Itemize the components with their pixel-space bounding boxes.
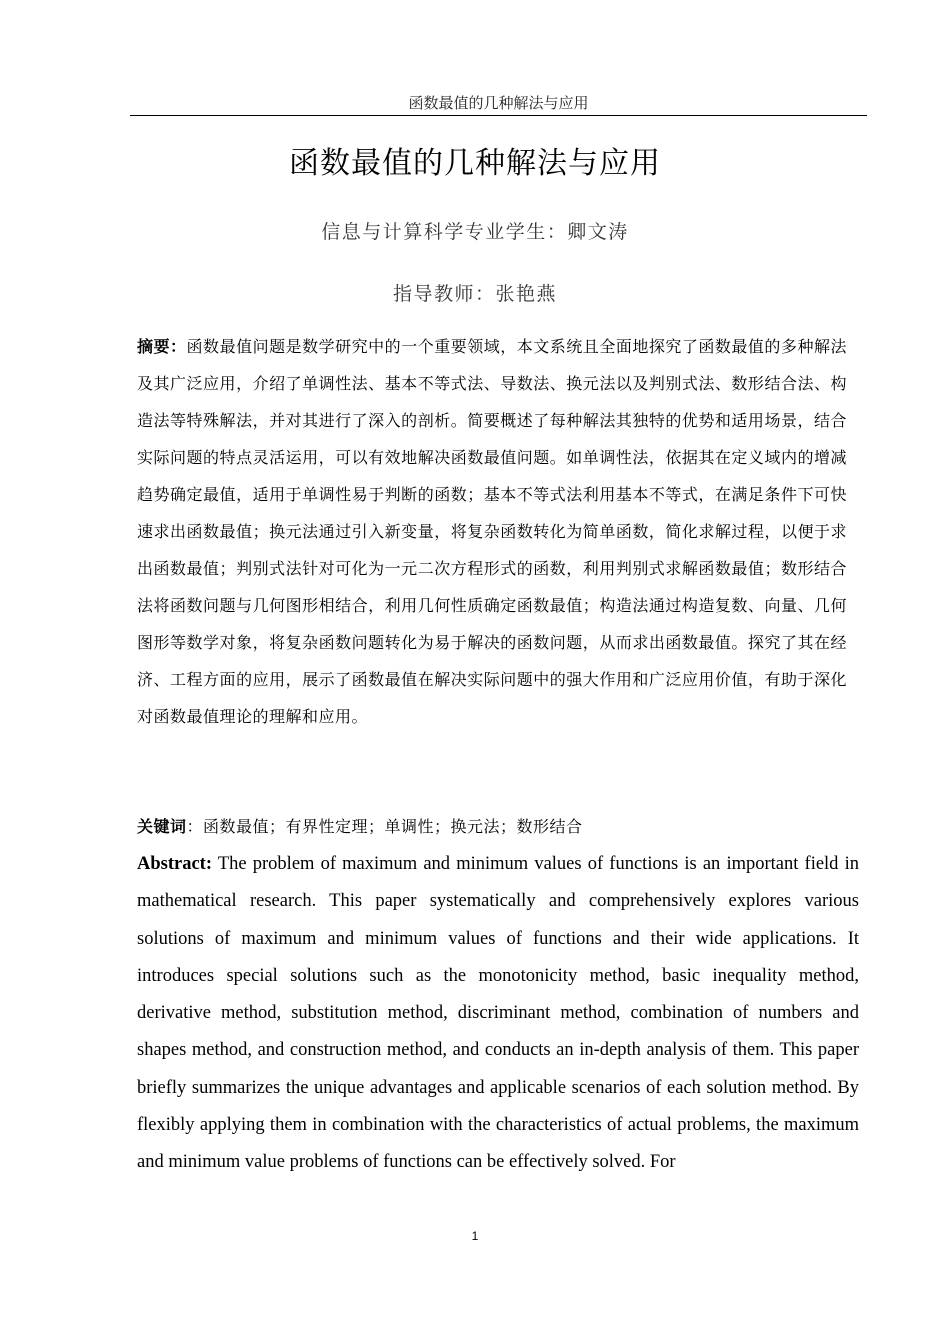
keywords-label: 关键词 bbox=[137, 817, 187, 836]
chinese-abstract bbox=[137, 328, 847, 735]
chinese-abstract-text: 函数最值问题是数学研究中的一个重要领域，本文系统且全面地探究了函数最值的多种解法及其广泛应用，介绍了单调性法、基本不等式法、导数法、换元法以及判别式法、数形结合法、构造法等特殊解法，并对其进行了深入的剖析。简要概述了每种解法其独特的优势和适用场景，结合实际问题的特点灵活运用，可以有效地解决函数最值问题。如单调性法，依据其在定义域内的增减趋势确定最值，适用于单调性易于判断的函数；基本不等式法利用基本不等式，在满足条件下可快速求出函数最值；换元法通过引入新变量，将复杂函数转化为简单函数，简化求解过程，以便于求出函数最值；判别式法针对可化为一元二次方程形式的函数，利用判别式求解函数最值；数形结合法将函数问题与几何图形相结合，利用几何性质确定函数最值；构造法通过构造复数、向量、几何图形等数学对象，将复杂函数问题转化为易于解决的函数问题，从而求出函数最值。探究了其在经济、工程方面的应用，展示了函数最值在解决实际问题中的强大作用和广泛应用价值，有助于深化对函数最值理论的理解和应用。 bbox=[137, 337, 847, 726]
english-abstract-text: The problem of maximum and minimum values of functions is an important field in mathematical research. This paper systematically and comprehensively explores various solutions of maximum and minimum values of functions and their wide applications. It introduces special solutions such as the monotonicity method, basic inequality method, derivative method, substitution method, discriminant method, combination of numbers and shapes method, and construction method, and conducts an in-depth analysis of them. This paper briefly summarizes the unique advantages and applicable scenarios of each solution method. By flexibly applying them in combination with the characteristics of actual problems, the maximum and minimum value problems of functions can be effectively solved. For bbox=[137, 854, 859, 1173]
english-abstract-label: Abstract: bbox=[137, 854, 213, 874]
chinese-abstract-separator: ： bbox=[170, 337, 187, 356]
page-number: 1 bbox=[471, 1229, 479, 1243]
english-abstract bbox=[137, 846, 859, 1182]
advisor-line: 指导教师：张艳燕 bbox=[392, 283, 557, 305]
chinese-abstract-label: 摘要 bbox=[137, 337, 171, 356]
author-line: 信息与计算科学专业学生：卿文涛 bbox=[321, 221, 629, 243]
chinese-keywords bbox=[137, 812, 847, 842]
document-title: 函数最值的几种解法与应用 bbox=[289, 146, 661, 181]
running-header-title: 函数最值的几种解法与应用 bbox=[408, 94, 589, 112]
keywords-separator: ： bbox=[186, 817, 204, 836]
running-header bbox=[130, 93, 867, 116]
keywords-text: 函数最值；有界性定理；单调性；换元法；数形结合 bbox=[203, 817, 583, 836]
